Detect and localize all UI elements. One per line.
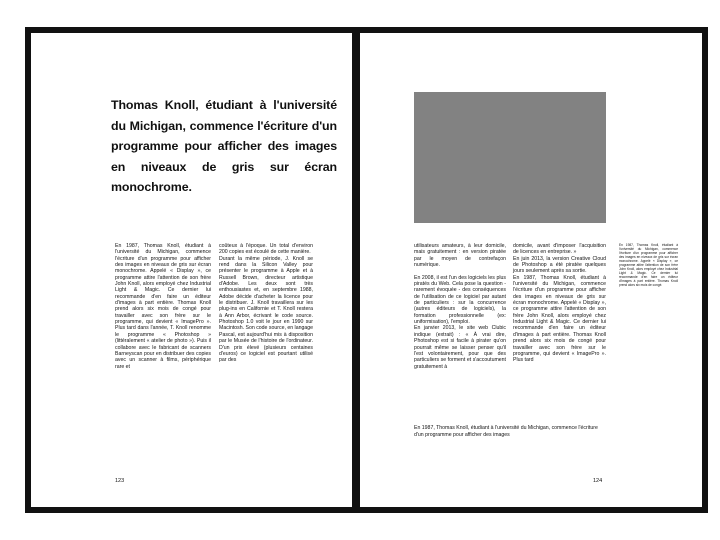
right-page xyxy=(360,33,702,507)
page-number-left: 123 xyxy=(115,478,125,484)
side-note: En 1987, Thomas Knoll, étudiant à l'université du Michigan, commence l'écriture d'un programme pour afficher des images en niveaux de gris sur écran monochrome. Appelé « Display », ce programme attire l'attention de son frère John Knoll, alors employé chez Industrial Light & Magic. Ce dernier lui recommande d'en faire un éditeur d'images à part entière. Thomas Knoll prend alors six mois de congé. xyxy=(619,243,678,287)
book-spread xyxy=(25,27,708,513)
headline: Thomas Knoll, étudiant à l'université du Michigan, commence l'écriture d'un programme pour afficher des images en niveaux de gris sur écran monochrome. xyxy=(111,98,337,194)
left-body-column-2: coûteux à l'époque. Un total d'environ 200 copies est écoulé de cette manière. Durant la même période, J. Knoll se rend dans la Silicon Valley pour présenter le programme à Apple et à Russell Brown, directeur artistique d'Adobe. Les deux sont très enthousiastes et, en septembre 1988, Adobe décide d'acheter la licence pour le distribuer. J. Knoll travaillera sur les plug-ins en Californie et T. Knoll restera à Ann Arbor, écrivant le code source. Photoshop 1.0 voit le jour en 1990 sur Macintosh. Son code source, en langage Pascal, est aujourd'hui mis à disposition par le Musée de l'histoire de l'ordinateur. D'un prix élevé (plusieurs centaines d'euros) ce logiciel est pourtant utilisé par des xyxy=(219,243,314,364)
image-placeholder xyxy=(414,92,606,223)
right-body-column-1: utilisateurs amateurs, à leur domicile, mais gratuitement : en version piratée par le moyen de contrefaçon numérique. En 2008, il est l'un des logiciels les plus piratés du Web. Cela pose la question - rarement évoquée - des conséquences de l'utilisation de ce logiciel par autant de particuliers : sur la concurrence (autres éditeurs de logiciels), la formation professionnelle (ex: uniformisation), l'emploi. En janvier 2013, le site web Clubic indique (extrait) : « À vrai dire, Photoshop est si facile à pirater qu'on pourrait même se laisser penser qu'il l'est volontairement, pour que des particuliers se forment et s'accoutument gratuitement à xyxy=(414,243,506,370)
image-caption: En 1987, Thomas Knoll, étudiant à l'université du Michigan, commence l'écriture d'un programme pour afficher des images xyxy=(414,425,598,438)
left-page xyxy=(31,33,352,507)
left-body-column-1: En 1987, Thomas Knoll, étudiant à l'université du Michigan, commence l'écriture d'un programme pour afficher des images en niveaux de gris sur écran monochrome. Appelé « Display », ce programme attire l'attention de son frère John Knoll, alors employé chez Industrial Light & Magic. Ce dernier lui recommande d'en faire un éditeur d'images à part entière. Thomas Knoll prend alors six mois de congé pour travailler avec son frère sur le programme, qui devient « ImagePro ». Plus tard dans l'année, T. Knoll renomme le programme « Photoshop » (littéralement « atelier de photo »). Puis il collabore avec le fabricant de scanners Barneyscan pour en distribuer des copies avec un scanner à films, périphérique rare et xyxy=(115,243,211,370)
page-number-right: 124 xyxy=(593,478,603,484)
right-body-column-2: domicile, avant d'imposer l'acquisition de licences en entreprise. » En juin 2013, la version Creative Cloud de Photoshop a été piratée quelques jours seulement après sa sortie. En 1987, Thomas Knoll, étudiant à l'université du Michigan, commence l'écriture d'un programme pour afficher des images en niveaux de gris sur écran monochrome. Appelé « Display », ce programme attire l'attention de son frère John Knoll, alors employé chez Industrial Light & Magic. Ce dernier lui recommande d'en faire un éditeur d'images à part entière. Thomas Knoll prend alors six mois de congé pour travailler avec son frère sur le programme, qui devient « ImagePro ». Plus tard xyxy=(513,243,606,364)
